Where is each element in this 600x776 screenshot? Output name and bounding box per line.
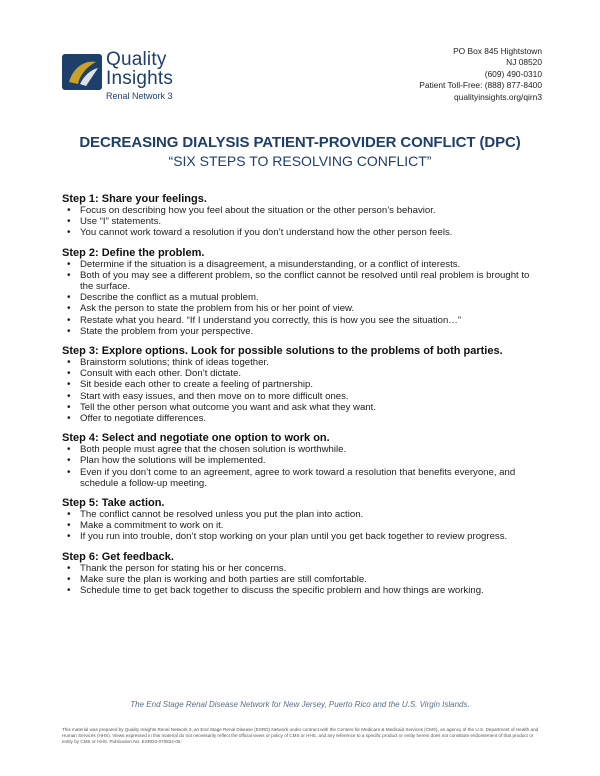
list-item: • Offer to negotiate differences. bbox=[80, 413, 542, 424]
list-item: • Schedule time to get back together to discuss the specific problem and how things are working. bbox=[80, 585, 542, 596]
list-item: • You cannot work toward a resolution if you don’t understand how the other person feels. bbox=[80, 227, 542, 238]
contact-block bbox=[419, 46, 542, 103]
contact-phone: (609) 490-0310 bbox=[484, 68, 542, 79]
step-heading: Step 2: Define the problem. bbox=[62, 246, 205, 259]
list-item: • Both people must agree that the chosen solution is worthwhile. bbox=[80, 444, 542, 455]
step-heading: Step 6: Get feedback. bbox=[62, 550, 174, 563]
step-section-5 bbox=[62, 497, 542, 543]
logo-mark-icon bbox=[62, 54, 102, 90]
logo-line-quality: Quality bbox=[106, 49, 167, 70]
list-item: • Ask the person to state the problem from his or her point of view. bbox=[80, 303, 542, 314]
steps-content bbox=[62, 193, 542, 604]
step-section-2 bbox=[62, 247, 542, 337]
step-heading: Step 4: Select and negotiate one option to work on. bbox=[62, 432, 330, 445]
list-item: • Describe the conflict as a mutual problem. bbox=[80, 292, 542, 303]
list-item: • Restate what you heard. “If I understand you correctly, this is how you see the situation…” bbox=[80, 315, 542, 326]
contact-website-link[interactable]: qualityinsights.org/qirn3 bbox=[454, 91, 542, 102]
logo-line-insights: Insights bbox=[106, 68, 174, 89]
document-header bbox=[0, 134, 600, 170]
logo-wordmark bbox=[106, 50, 173, 101]
list-item: • Thank the person for stating his or her concerns. bbox=[80, 563, 542, 574]
list-item: • Sit beside each other to create a feeling of partnership. bbox=[80, 379, 542, 390]
list-item: • If you run into trouble, don’t stop working on your plan until you get back together to review progress. bbox=[80, 531, 542, 542]
step-list bbox=[62, 205, 542, 239]
list-item: • Determine if the situation is a disagreement, a misunderstanding, or a conflict of interests. bbox=[80, 259, 542, 270]
contact-address: PO Box 845 Hightstown bbox=[453, 46, 542, 56]
list-item: • Make sure the plan is working and both parties are still comfortable. bbox=[80, 574, 542, 585]
step-heading: Step 1: Share your feelings. bbox=[62, 193, 207, 205]
step-section-4 bbox=[62, 432, 542, 489]
step-list bbox=[62, 357, 542, 424]
step-section-3 bbox=[62, 345, 542, 424]
list-item: • Focus on describing how you feel about the situation or the other person’s behavior. bbox=[80, 205, 542, 216]
list-item: • Even if you don’t come to an agreement, agree to work toward a resolution that benefits everyone, and schedule a follow-up meeting. bbox=[80, 467, 542, 489]
list-item: • Use “I” statements. bbox=[80, 216, 542, 227]
logo-subtitle: Renal Network 3 bbox=[106, 91, 173, 101]
quality-insights-logo bbox=[62, 50, 202, 110]
step-heading: Step 3: Explore options. Look for possible solutions to the problems of both parties. bbox=[62, 345, 503, 358]
contact-city: NJ 08520 bbox=[506, 57, 542, 68]
list-item: • State the problem from your perspective. bbox=[80, 326, 542, 337]
step-list bbox=[62, 259, 542, 337]
list-item: • Make a commitment to work on it. bbox=[80, 520, 542, 531]
network-tagline: The End Stage Renal Disease Network for New Jersey, Puerto Rico and the U.S. Virgin Islands. bbox=[130, 700, 470, 709]
list-item: • Start with easy issues, and then move on to more difficult ones. bbox=[80, 391, 542, 402]
list-item: • Consult with each other. Don’t dictate. bbox=[80, 368, 542, 379]
step-list bbox=[62, 563, 542, 597]
step-list bbox=[62, 509, 542, 543]
document-title: DECREASING DIALYSIS PATIENT-PROVIDER CONFLICT (DPC) bbox=[79, 134, 521, 151]
list-item: • Plan how the solutions will be implemented. bbox=[80, 455, 542, 466]
list-item: • Both of you may see a different problem, so the conflict cannot be resolved until real problem is brought to the surface. bbox=[80, 270, 542, 292]
disclaimer-text: This material was prepared by Quality Insights Renal Network 3, an End Stage Renal Disease (ESRD) Network under contract with the Centers for Medicare & Medicaid Services (CMS), an agency of the U.S. Department of Health and Human Services (HHS). Views expressed in this material do not necessarily reflect the official views or policy of CMS or HHS, and any reference to a specific product or entity herein does not constitute endorsement of that product or entity by CMS or HHS. Publication No. ESRD3-070824-05. bbox=[62, 727, 539, 744]
step-section-1 bbox=[62, 193, 542, 239]
step-section-6 bbox=[62, 551, 542, 597]
step-list bbox=[62, 444, 542, 489]
contact-toll-free: Patient Toll-Free: (888) 877-8400 bbox=[419, 80, 542, 91]
step-heading: Step 5: Take action. bbox=[62, 497, 165, 510]
list-item: • Brainstorm solutions; think of ideas together. bbox=[80, 357, 542, 368]
document-subtitle: “SIX STEPS TO RESOLVING CONFLICT” bbox=[168, 153, 432, 169]
list-item: • The conflict cannot be resolved unless you put the plan into action. bbox=[80, 509, 542, 520]
list-item: • Tell the other person what outcome you want and ask what they want. bbox=[80, 402, 542, 413]
